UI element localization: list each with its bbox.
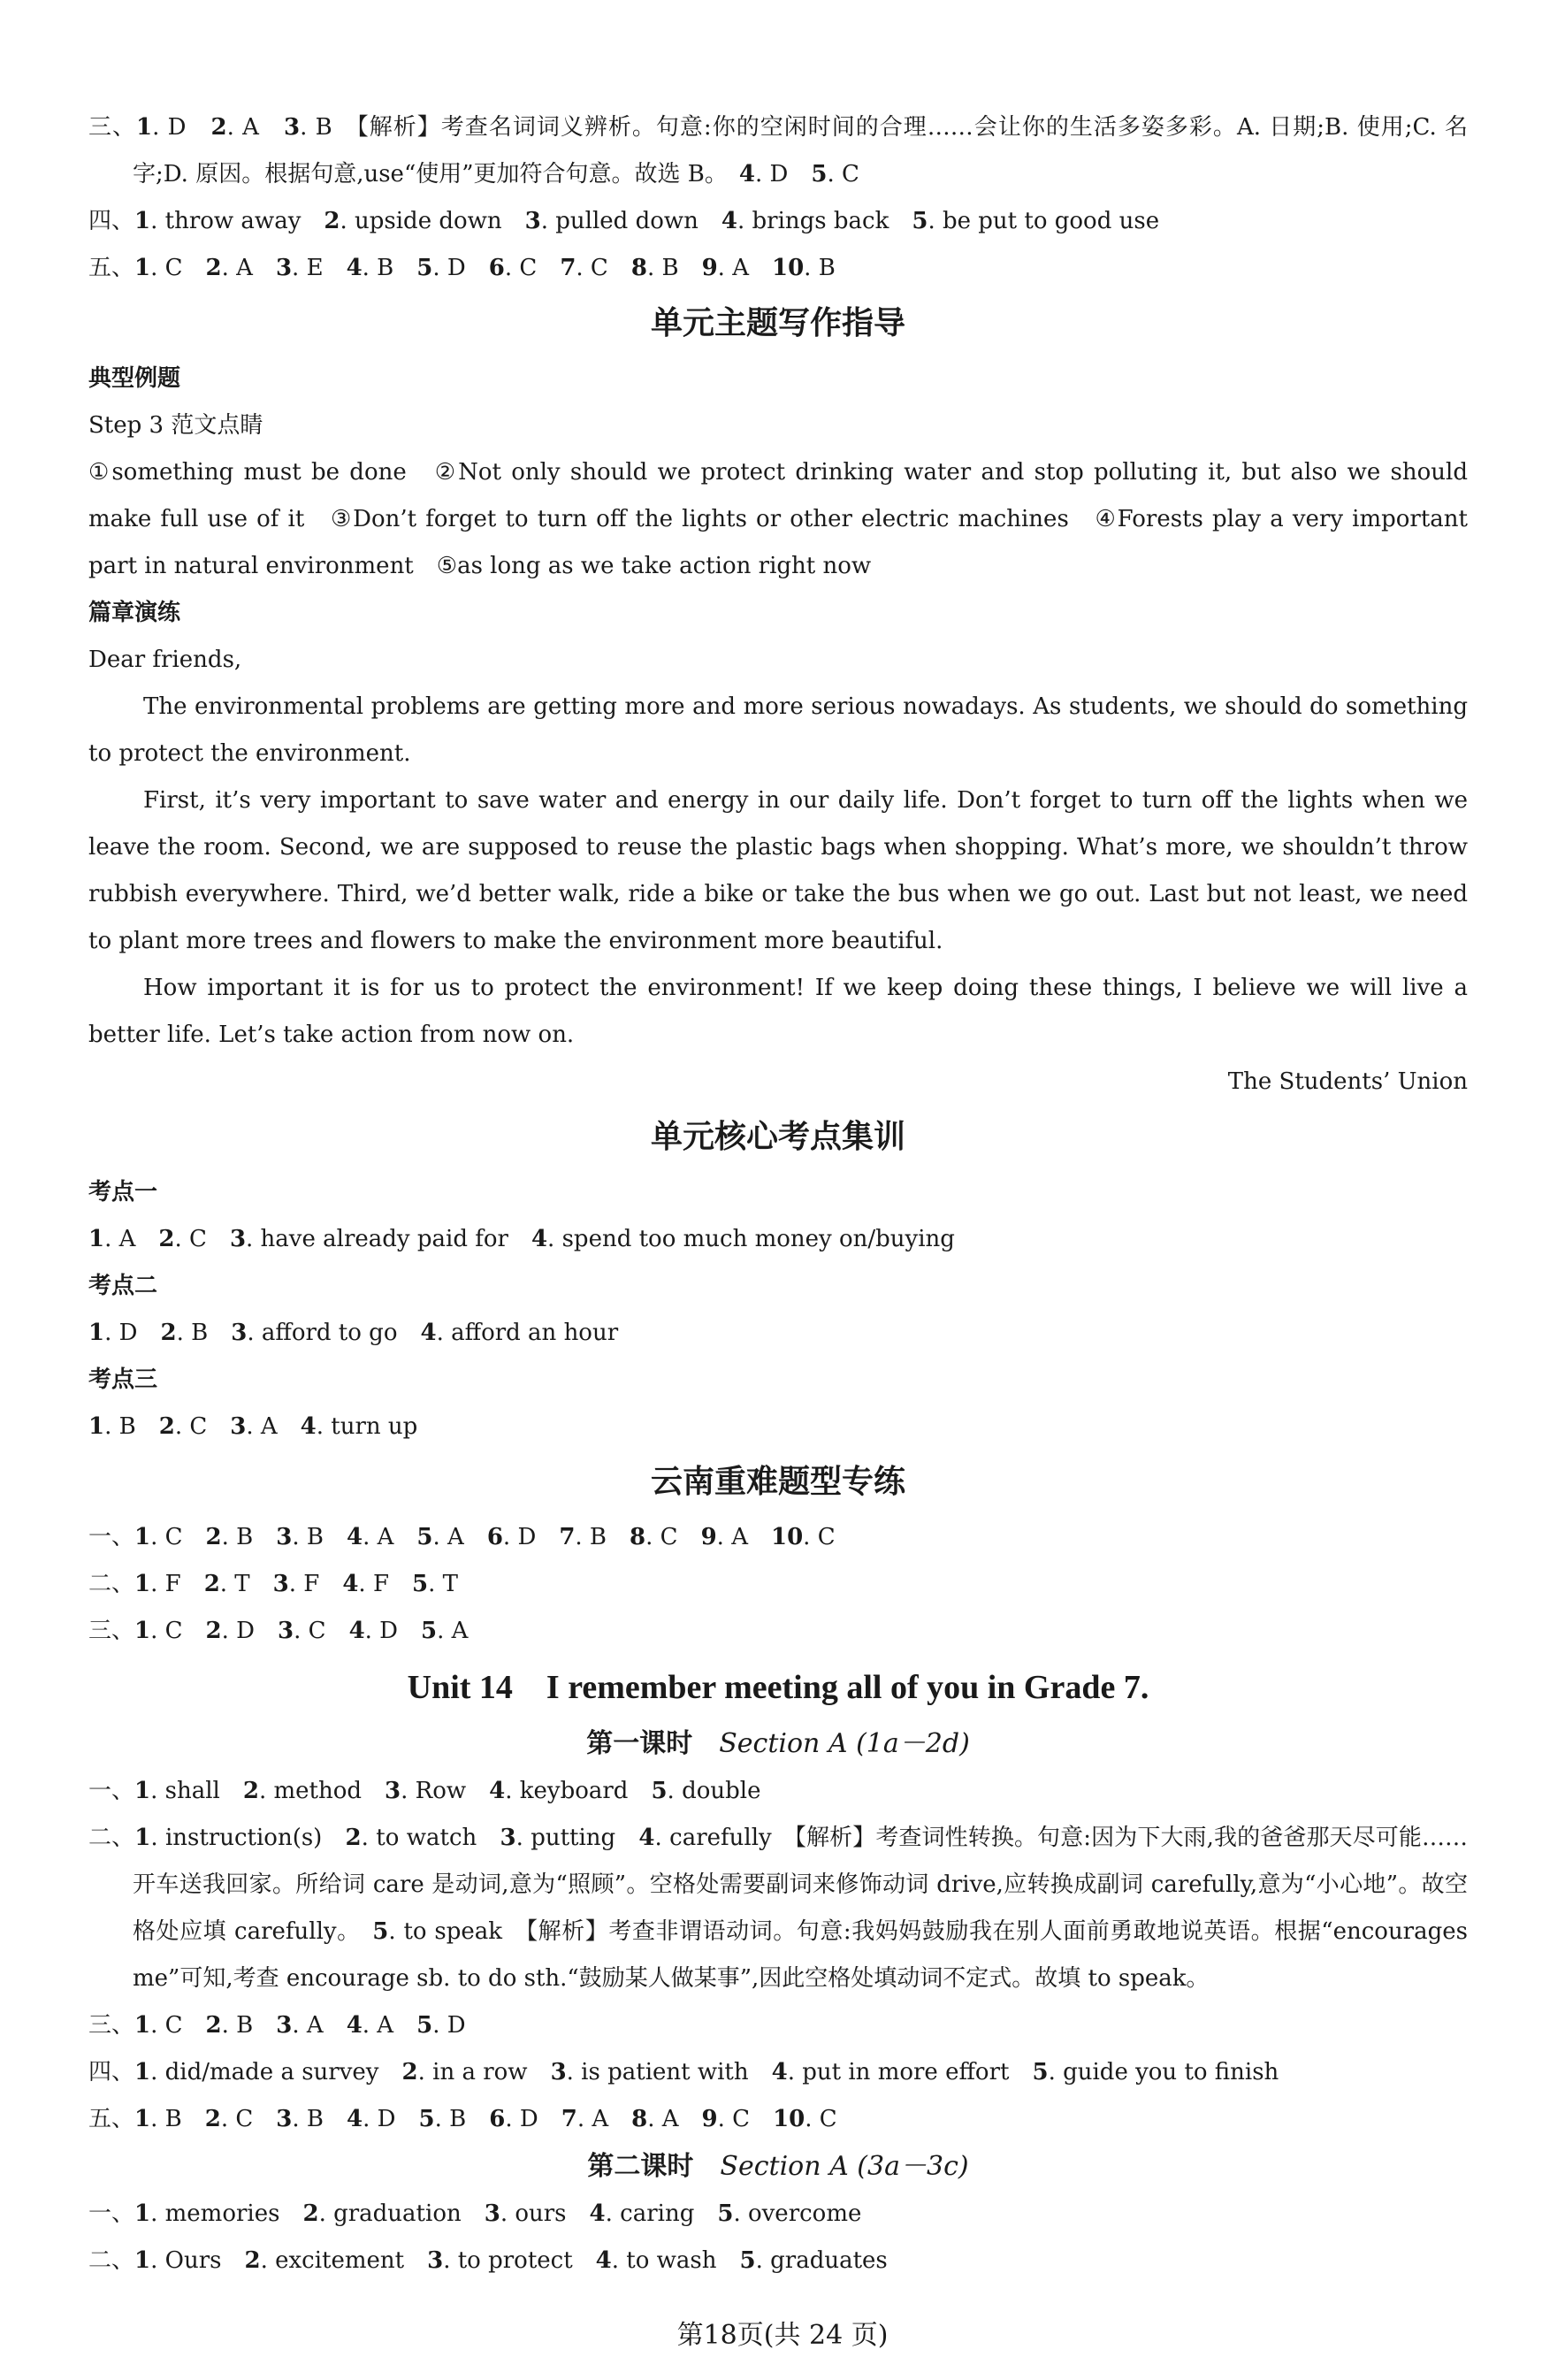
- letter-paragraph-2: First, it’s very important to save water and energy in our daily life. Don’t forget to turn off the lights when we leave the room. Second, we are supposed to reuse the plastic bags when shopping. What’s more, we shouldn’t throw rubbish everywhere. Third, we’d better walk, ride a bike or take the bus when we go out. Last but not least, we need to plant more trees and flowers to make the environment more beautiful.: [88, 787, 1468, 954]
- core-point-answers: 1. B 2. C 3. A 4. turn up: [88, 1413, 418, 1440]
- practice-heading: 篇章演练: [88, 600, 181, 626]
- letter-signature: The Students’ Union: [1227, 1068, 1468, 1095]
- yunnan-section-2: 二、1. F 2. T 3. F 4. F 5. T: [88, 1571, 458, 1597]
- lesson-2-section: Section A (3a－3c): [720, 2151, 969, 2182]
- answers-section-4: 四、1. throw away 2. upside down 3. pulled down 4. brings back 5. be put to good use: [88, 208, 1160, 234]
- lesson-1-section-1: 一、1. shall 2. method 3. Row 4. keyboard 5. double: [88, 1778, 761, 1804]
- lesson-1-section-2: 二、1. instruction(s) 2. to watch 3. putting 4. carefully 【解析】考查词性转换。句意:因为下大雨,我的爸爸那天尽可能……开车送我回家。所给词 care 是动词,意为“照顾”。空格处需要副词来修饰动词 drive,应转换成副词 carefully,意为“小心地”。故空格处应填 carefully。 5. to speak 【解析】考查非谓语动词。句意:我妈妈鼓励我在别人面前勇敢地说英语。根据“encourages me”可知,考查 encourage sb. to do sth.“鼓励某人做某事”,因此空格处填动词不定式。故填 to speak。: [88, 1825, 1468, 1992]
- lesson-1-heading: [88, 1720, 1468, 1768]
- letter-paragraph-1: The environmental problems are getting more and more serious nowadays. As students, we should do something to protect the environment.: [88, 693, 1468, 767]
- lesson-2-heading: [88, 2143, 1468, 2191]
- step-label: Step 3 范文点睛: [88, 412, 263, 439]
- example-heading: 典型例题: [88, 365, 181, 392]
- lesson-1-section-3: 三、1. C 2. B 3. A 4. A 5. D: [88, 2012, 466, 2039]
- unit-title: Unit 14 I remember meeting all of you in Grade 7.: [407, 1669, 1149, 1706]
- letter-greeting: Dear friends,: [88, 647, 242, 673]
- lesson-2-section-1: 一、1. memories 2. graduation 3. ours 4. caring 5. overcome: [88, 2200, 862, 2227]
- yunnan-section-1: 一、1. C 2. B 3. B 4. A 5. A 6. D 7. B 8. C 9. A 10. C: [88, 1524, 836, 1550]
- answers-section-5: 五、1. C 2. A 3. E 4. B 5. D 6. C 7. C 8. B 9. A 10. B: [88, 255, 836, 281]
- core-title: 单元核心考点集训: [650, 1119, 905, 1155]
- core-point-label: 考点三: [88, 1366, 158, 1393]
- lesson-1-name: 第一课时: [586, 1728, 693, 1759]
- core-point-answers: 1. D 2. B 3. afford to go 4. afford an hour: [88, 1320, 619, 1346]
- core-point-label: 考点二: [88, 1273, 158, 1299]
- answers-section-3: 三、1. D 2. A 3. B 【解析】考查名词词义辨析。句意:你的空闲时间的合理……会让你的生活多姿多彩。A. 日期;B. 使用;C. 名字;D. 原因。根据句意,use“使用”更加符合句意。故选 B。 4. D 5. C: [88, 114, 1468, 187]
- writing-title: 单元主题写作指导: [650, 305, 905, 341]
- lesson-1-section-5: 五、1. B 2. C 3. B 4. D 5. B 6. D 7. A 8. A 9. C 10. C: [88, 2106, 837, 2132]
- core-point-label: 考点一: [88, 1179, 158, 1205]
- lesson-1-section: Section A (1a－2d): [719, 1728, 970, 1759]
- key-sentences: ①something must be done ②Not only should we protect drinking water and stop polluting it, but also we should make full use of it ③Don’t forget to turn off the lights or other electric machines ④Forests play a very important part in natural environment ⑤as long as we take action right now: [88, 459, 1468, 579]
- letter-paragraph-3: How important it is for us to protect the environment! If we keep doing these things, I believe we will live a better life. Let’s take action from now on.: [88, 975, 1468, 1048]
- yunnan-section-3: 三、1. C 2. D 3. C 4. D 5. A: [88, 1618, 469, 1644]
- lesson-1-section-4: 四、1. did/made a survey 2. in a row 3. is patient with 4. put in more effort 5. guide you to finish: [88, 2059, 1279, 2085]
- yunnan-title: 云南重难题型专练: [650, 1464, 905, 1500]
- answer-page: [88, 104, 1468, 2284]
- core-point-answers: 1. A 2. C 3. have already paid for 4. spend too much money on/buying: [88, 1226, 955, 1252]
- lesson-2-section-2: 二、1. Ours 2. excitement 3. to protect 4. to wash 5. graduates: [88, 2247, 888, 2274]
- lesson-2-name: 第二课时: [587, 2151, 694, 2182]
- page-number: 第18页(共 24 页): [676, 2320, 889, 2351]
